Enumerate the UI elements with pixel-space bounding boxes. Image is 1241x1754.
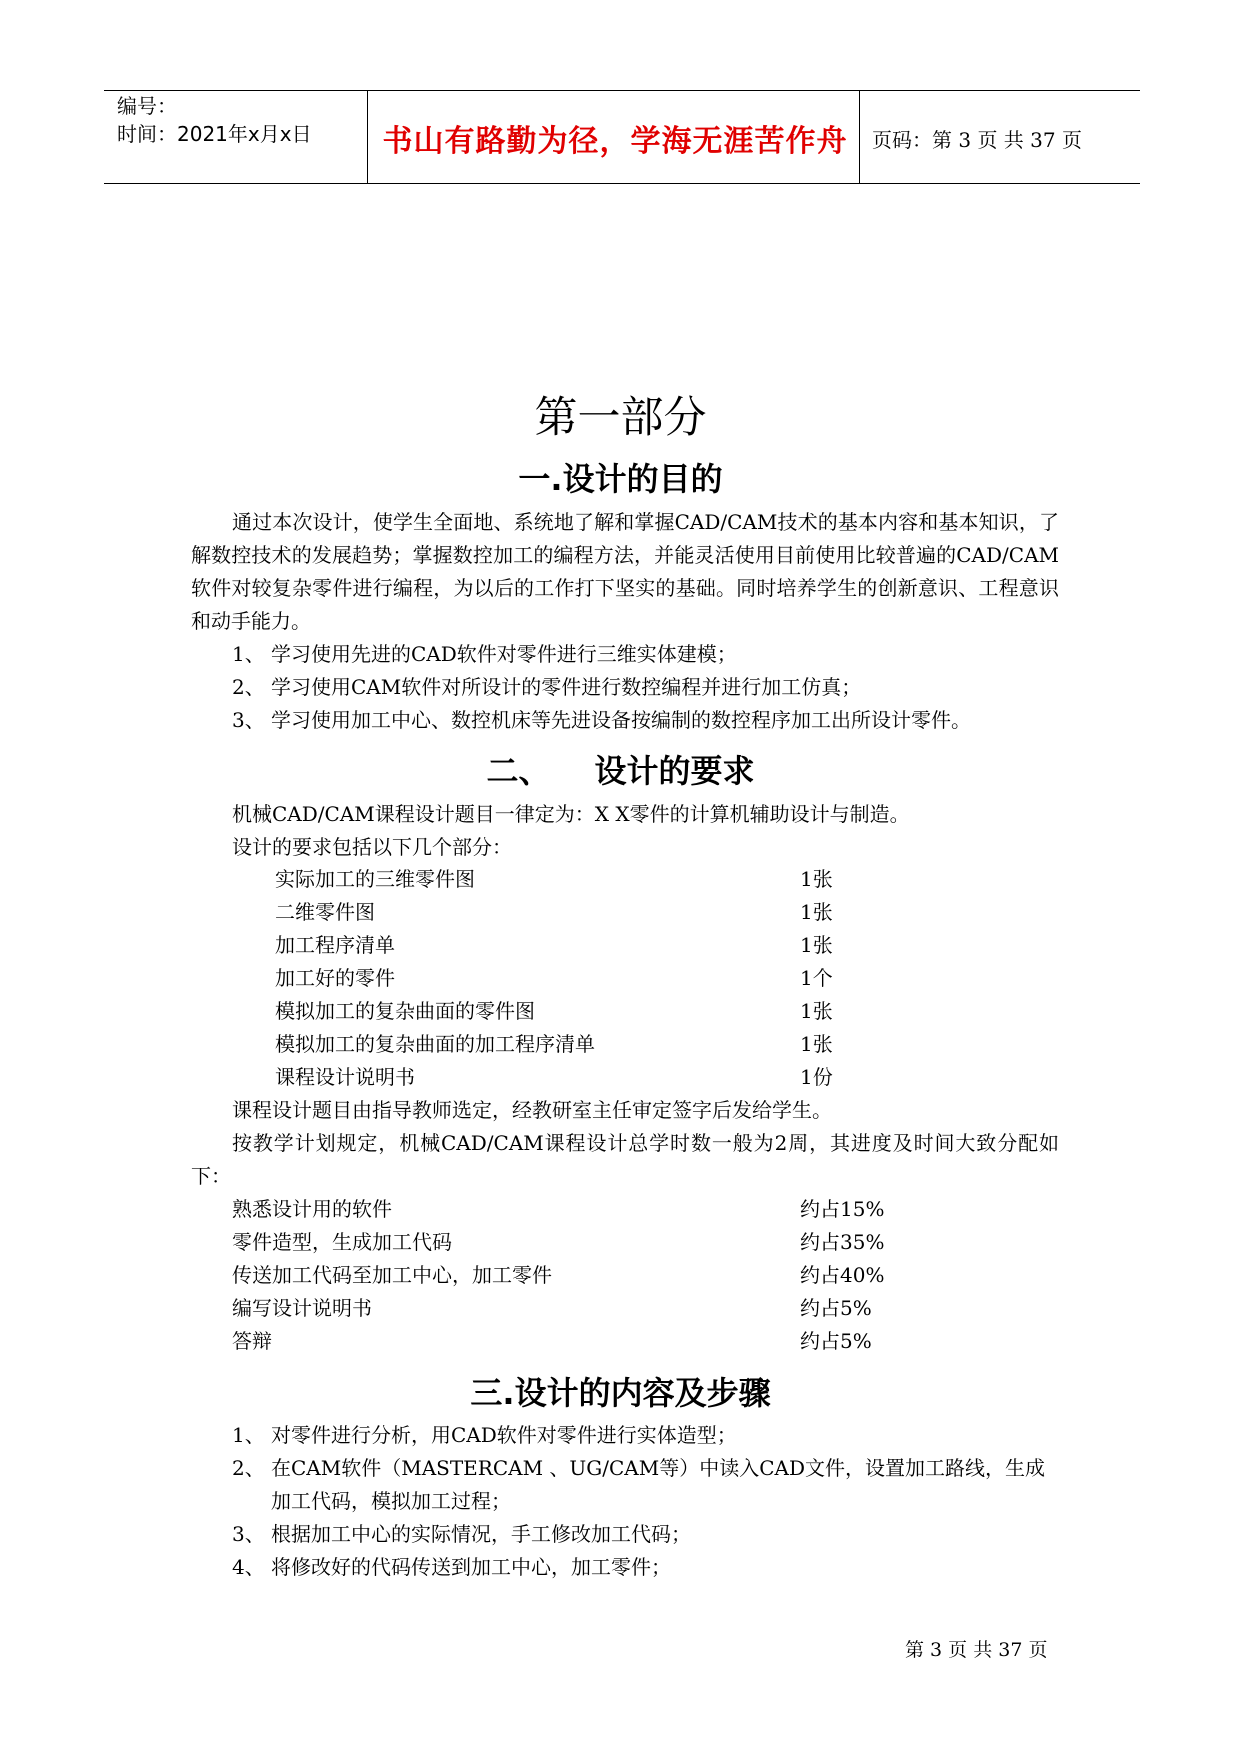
schedule-task: 编写设计说明书 [232,1296,372,1320]
section-2-note: 课程设计题目由指导教师选定，经教研室主任审定签字后发给学生。 [232,1098,832,1122]
list-item-text: 对零件进行分析，用CAD软件对零件进行实体造型； [271,1423,737,1447]
deliverable-item: 模拟加工的复杂曲面的加工程序清单 [275,1032,595,1056]
schedule-task: 传送加工代码至加工中心，加工零件 [232,1263,552,1287]
deliverable-item: 课程设计说明书 [275,1065,415,1089]
list-item-number: 1、 [232,1423,265,1447]
deliverable-qty: 1张 [800,933,833,957]
header-page-info: 页码：第 3 页 共 37 页 [872,128,1082,152]
list-item-number: 4、 [232,1555,265,1579]
list-item-text: 学习使用CAM软件对所设计的零件进行数控编程并进行加工仿真； [271,675,862,699]
page-footer: 第 3 页 共 37 页 [905,1639,1048,1661]
deliverable-item: 实际加工的三维零件图 [275,867,475,891]
section-2-title-number: 二、 [486,752,551,790]
schedule-share: 约占15% [800,1197,885,1221]
serial-label: 编号： [117,94,177,118]
header-divider-left [367,90,368,184]
list-item-text: 学习使用先进的CAD软件对零件进行三维实体建模； [271,642,737,666]
list-item-text: 根据加工中心的实际情况，手工修改加工代码； [271,1522,691,1546]
schedule-task: 零件造型，生成加工代码 [232,1230,452,1254]
part-title: 第一部分 [534,393,707,443]
list-item-text: 将修改好的代码传送到加工中心，加工零件； [271,1555,671,1579]
list-item-number: 3、 [232,708,265,732]
list-item-text: 在CAM软件（MASTERCAM 、UG/CAM等）中读入CAD文件，设置加工路线，生成加工代码，模拟加工过程； [271,1456,1046,1513]
schedule-share: 约占40% [800,1263,885,1287]
deliverable-qty: 1个 [800,966,833,990]
deliverable-item: 二维零件图 [275,900,375,924]
section-1-paragraph: 通过本次设计，使学生全面地、系统地了解和掌握CAD/CAM技术的基本内容和基本知识，了解数控技术的发展趋势；掌握数控加工的编程方法，并能灵活使用目前使用比较普遍的CAD/CAM软件对较复杂零件进行编程，为以后的工作打下坚实的基础。同时培养学生的创新意识、工程意识和动手能力。 [191,510,1059,633]
section-3-title: 三.设计的内容及步骤 [470,1374,771,1412]
header-meta [117,92,312,148]
list-item-text: 学习使用加工中心、数控机床等先进设备按编制的数控程序加工出所设计零件。 [271,708,971,732]
header-top-rule [104,90,1140,91]
list-item-number: 1、 [232,642,265,666]
schedule-share: 约占35% [800,1230,885,1254]
deliverable-qty: 1张 [800,999,833,1023]
deliverable-item: 模拟加工的复杂曲面的零件图 [275,999,535,1023]
deliverable-qty: 1张 [800,867,833,891]
header-motto: 书山有路勤为径，学海无涯苦作舟 [382,124,848,159]
section-1-title: 一.设计的目的 [518,460,723,498]
schedule-task: 熟悉设计用的软件 [232,1197,392,1221]
section-2-intro-2: 设计的要求包括以下几个部分： [232,835,512,859]
list-item-number: 3、 [232,1522,265,1546]
deliverable-qty: 1张 [800,900,833,924]
deliverable-qty: 1份 [800,1065,833,1089]
schedule-share: 约占5% [800,1329,872,1353]
deliverable-qty: 1张 [800,1032,833,1056]
deliverable-item: 加工好的零件 [275,966,395,990]
list-item-number: 2、 [232,675,265,699]
section-2-title [0,746,1241,792]
deliverable-item: 加工程序清单 [275,933,395,957]
schedule-share: 约占5% [800,1296,872,1320]
section-2-title-text: 设计的要求 [594,752,755,790]
list-item-number: 2、 [232,1456,265,1480]
schedule-task: 答辩 [232,1329,272,1353]
section-2-intro: 机械CAD/CAM课程设计题目一律定为：X X零件的计算机辅助设计与制造。 [232,802,910,826]
schedule-intro: 按教学计划规定，机械CAD/CAM课程设计总学时数一般为2周，其进度及时间大致分配如下： [191,1131,1059,1188]
header-bottom-rule [104,183,1140,184]
date-label: 时间：2021年x月x日 [117,122,312,146]
